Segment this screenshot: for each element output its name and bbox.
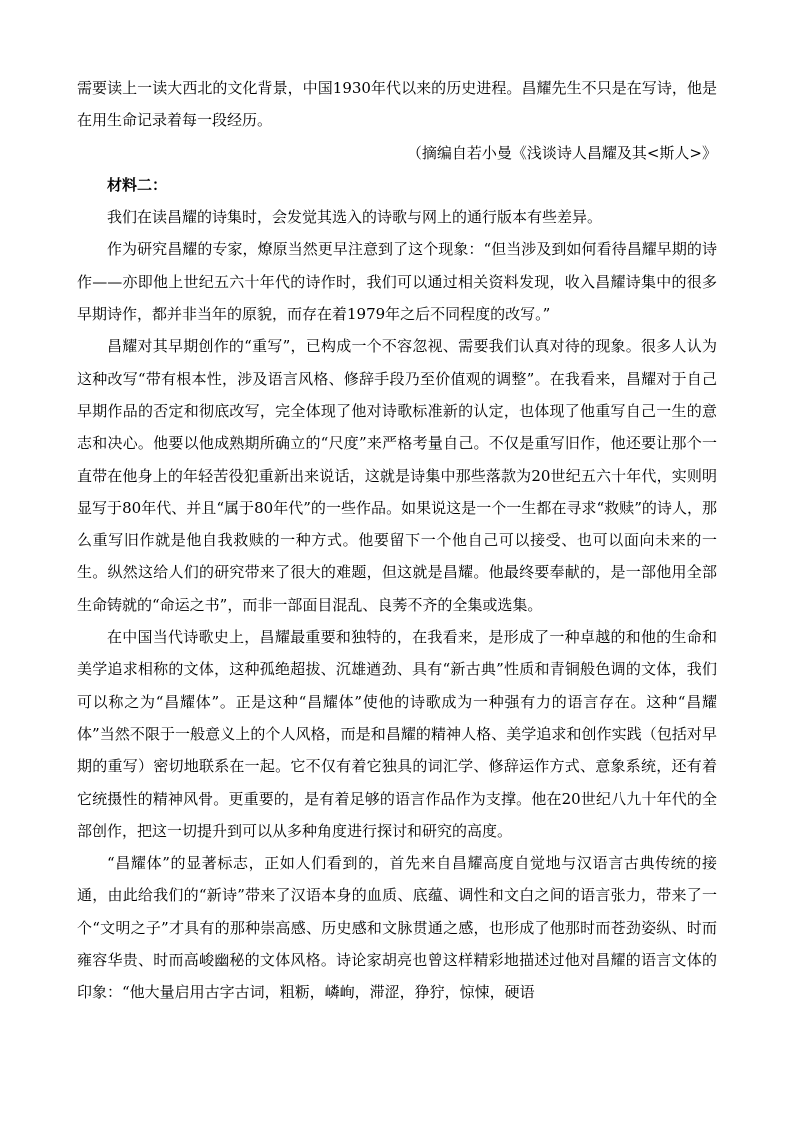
section-heading: 材料二： <box>107 175 168 194</box>
body-paragraph: “昌耀体”的显著标志，正如人们看到的，首先来自昌耀高度自觉地与汉语言古典传统的接通，由此给我们的“新诗”带来了汉语本身的血质、底蕴、调性和文白之间的语言张力，带来了一个“文明之子”才具有的那种崇高感、历史感和文脉贯通之感，也形成了他那时而苍劲姿纵、时而雍容华贵、时而高峻幽秘的文体风格。诗论家胡亮也曾这样精彩地描述过他对昌耀的语言文体的印象：“他大量启用古字古词，粗粝，嶙峋，滞涩，狰狞，惊悚，硬语 <box>77 854 717 1002</box>
body-paragraph: 我们在读昌耀的诗集时，会发觉其选入的诗歌与网上的通行版本有些差异。 <box>107 208 603 227</box>
source-citation: （摘编自若小曼《浅谈诗人昌耀及其<斯人>》 <box>406 143 717 162</box>
document-body <box>77 72 717 1009</box>
body-paragraph: 在中国当代诗歌史上，昌耀最重要和独特的，在我看来，是形成了一种卓越的和他的生命和美学追求相称的文体，这种孤绝超拔、沉雄遒劲、具有“新古典”性质和青铜般色调的文体，我们可以称之为“昌耀体”。正是这种“昌耀体”使他的诗歌成为一种强有力的语言存在。这种“昌耀体”当然不限于一般意义上的个人风格，而是和昌耀的精神人格、美学追求和创作实践（包括对早期的重写）密切地联系在一起。它不仅有着它独具的词汇学、修辞运作方式、意象系统，还有着它统摄性的精神风骨。更重要的，是有着足够的语言作品作为支撑。他在20世纪八九十年代的全部创作，把这一切提升到可以从多种角度进行探讨和研究的高度。 <box>77 628 717 840</box>
body-paragraph: 作为研究昌耀的专家，燎原当然更早注意到了这个现象：“但当涉及到如何看待昌耀早期的诗作——亦即他上世纪五六十年代的诗作时，我们可以通过相关资料发现，收入昌耀诗集中的很多早期诗作，都并非当年的原貌，而存在着1979年之后不同程度的改写。” <box>77 240 717 324</box>
continuation-paragraph: 需要读上一读大西北的文化背景，中国1930年代以来的历史进程。昌耀先生不只是在写诗，他是在用生命记录着每一段经历。 <box>77 79 717 130</box>
body-paragraph: 昌耀对其早期创作的“重写”，已构成一个不容忽视、需要我们认真对待的现象。很多人认为这种改写“带有根本性，涉及语言风格、修辞手段乃至价值观的调整”。在我看来，昌耀对于自己早期作品的否定和彻底改写，完全体现了他对诗歌标准新的认定，也体现了他重写自己一生的意志和决心。他要以他成熟期所确立的“尺度”来严格考量自己。不仅是重写旧作，他还要让那个一直带在他身上的年轻苦役犯重新出来说话，这就是诗集中那些落款为20世纪五六十年代，实则明显写于80年代、并且“属于80年代”的一些作品。如果说这是一个一生都在寻求“救赎”的诗人，那么重写旧作就是他自我救赎的一种方式。他要留下一个他自己可以接受、也可以面向未来的一生。纵然这给人们的研究带来了很大的难题，但这就是昌耀。他最终要奉献的，是一部他用全部生命铸就的“命运之书”，而非一部面目混乱、良莠不齐的全集或选集。 <box>77 337 717 614</box>
